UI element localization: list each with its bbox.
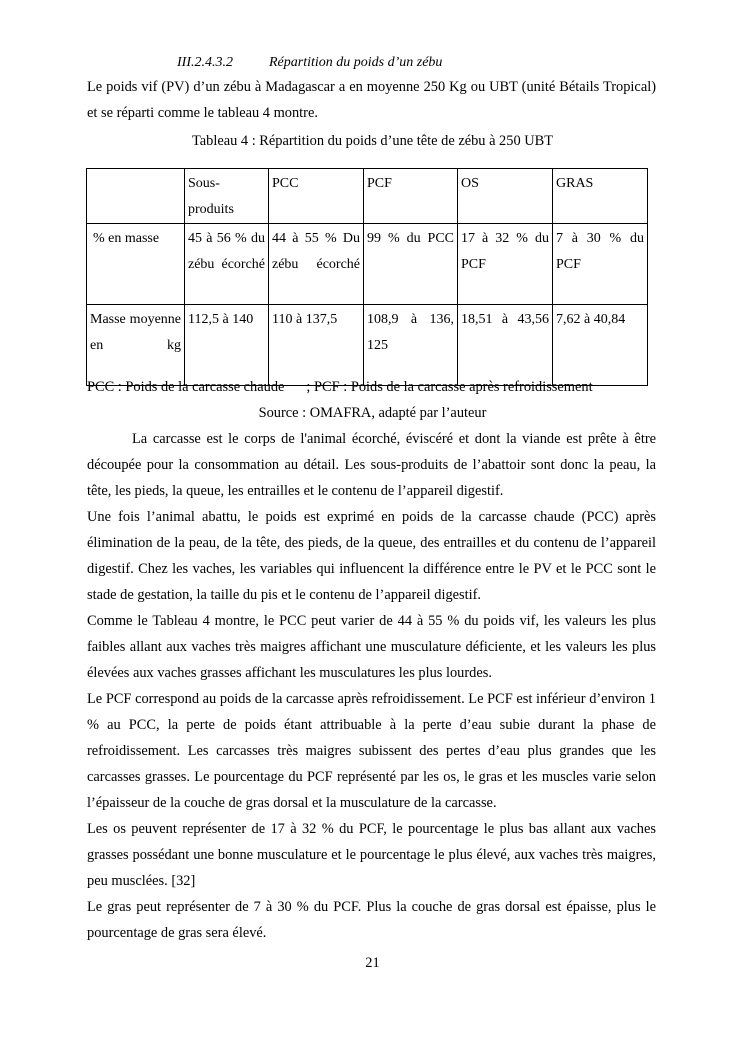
note-pcf: ; PCF : Poids de la carcasse après refroidissement [306,379,593,395]
table-header-cell: PCF [364,169,458,224]
table-header-row [87,169,648,224]
body-paragraph: Le PCF correspond au poids de la carcasse après refroidissement. Le PCF est inférieur d’environ 1 % au PCC, la perte de poids étant attribuable à la perte d’eau subie durant la phase de refroidissement. Les carcasses très maigres subissent des pertes d’eau plus grandes que les carcasses grasses. Le pourcentage du PCF représenté par les os, le gras et les muscles varie selon l’épaisseur de la couche de gras dorsal et la musculature de la carcasse. [87,691,656,811]
table-header-cell: PCC [269,169,364,224]
body-paragraph: Le gras peut représenter de 7 à 30 % du PCF. Plus la couche de gras dorsal est épaisse, plus le pourcentage de gras sera élevé. [87,899,656,941]
table-cell: 7 à 30 % du PCF [553,224,648,305]
table-notes [87,378,656,396]
table-cell: 110 à 137,5 [269,305,364,386]
table-row [87,224,648,305]
section-number: III.2.4.3.2 [177,55,233,70]
note-pcc: PCC : Poids de la carcasse chaude [87,379,285,395]
body-paragraph: Comme le Tableau 4 montre, le PCC peut varier de 44 à 55 % du poids vif, les valeurs les plus faibles allant aux vaches très maigres affichant une musculature déficiente, et les valeurs les plus élevées aux vaches grasses affichant les musculatures les plus lourdes. [87,613,656,681]
row-label: Masse moyenne en kg [87,305,185,386]
table-source: Source : OMAFRA, adapté par l’auteur [258,405,487,421]
table-caption: Tableau 4 : Répartition du poids d’une tête de zébu à 250 UBT [191,133,554,149]
body-paragraph: La carcasse est le corps de l'animal écorché, éviscéré et dont la viande est prête à être découpée pour la consommation au détail. Les sous-produits de l’abattoir sont donc la peau, la tête, les pieds, la queue, les entrailles et le contenu de l’appareil digestif. [87,431,656,499]
table-cell: 99 % du PCC [364,224,458,305]
table-cell: 108,9 à 136, 125 [364,305,458,386]
table-cell: 44 à 55 % Du zébu écorché [269,224,364,305]
row-label: % en masse [87,224,185,305]
page-number: 21 [365,955,380,971]
table-cell: 17 à 32 % du PCF [458,224,553,305]
table-cell: 7,62 à 40,84 [553,305,648,386]
table-header-cell: GRAS [553,169,648,224]
intro-paragraph: Le poids vif (PV) d’un zébu à Madagascar a en moyenne 250 Kg ou UBT (unité Bétails Tropical) et se réparti comme le tableau 4 montre. [87,79,656,121]
table-cell: 45 à 56 % du zébu écorché [185,224,269,305]
table-cell: 18,51 à 43,56 [458,305,553,386]
table-row [87,305,648,386]
table-header-cell: OS [458,169,553,224]
table-header-cell [87,169,185,224]
table-header-cell: Sous-produits [185,169,269,224]
table-cell: 112,5 à 140 [185,305,269,386]
section-heading [177,53,577,73]
weight-distribution-table [86,168,648,386]
body-paragraph: Les os peuvent représenter de 17 à 32 % du PCF, le pourcentage le plus bas allant aux vaches grasses possédant une bonne musculature et le pourcentage le plus élevé, aux vaches très maigres, peu musclées. [32] [87,821,656,889]
section-title: Répartition du poids d’un zébu [269,55,443,70]
body-paragraph: Une fois l’animal abattu, le poids est exprimé en poids de la carcasse chaude (PCC) après élimination de la peau, de la tête, des pieds, de la queue, des entrailles et du contenu de l’appareil digestif. Chez les vaches, les variables qui influencent la différence entre le PV et le PCC sont le stade de gestation, la taille du pis et le contenu de l’appareil digestif. [87,509,656,603]
